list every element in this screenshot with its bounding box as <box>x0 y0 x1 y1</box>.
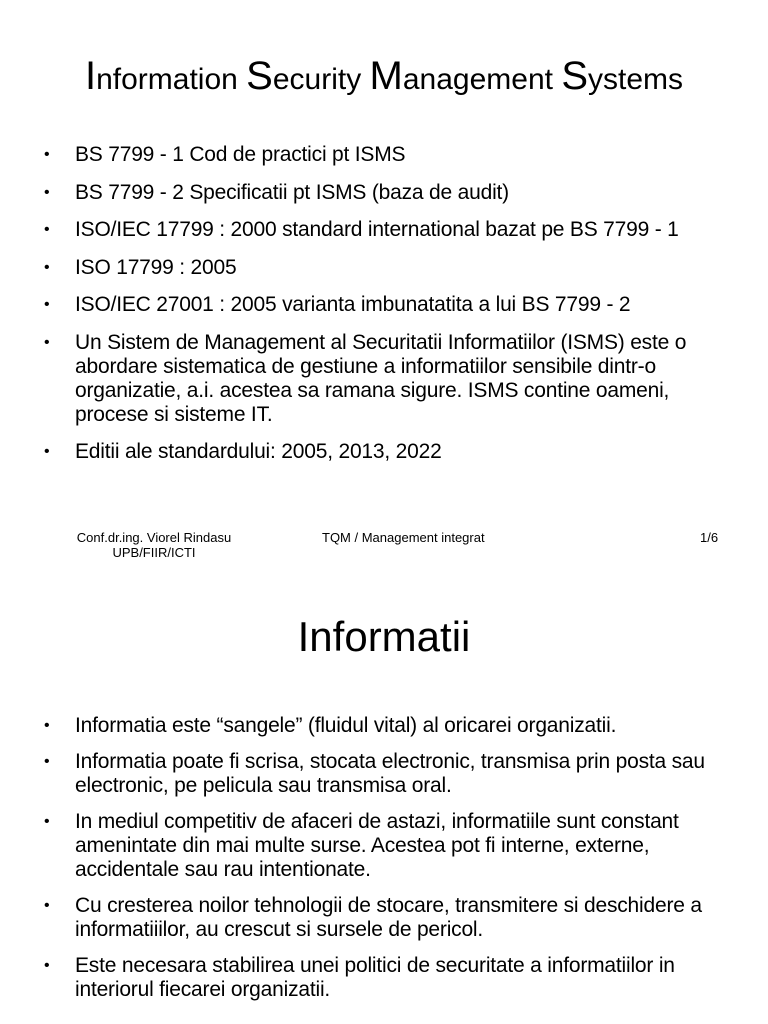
bullet-item <box>44 143 734 167</box>
title-word-rest: ecurity <box>272 63 370 96</box>
title-initial: I <box>84 54 97 98</box>
bullet-item <box>44 293 734 317</box>
bullet-item <box>44 714 734 738</box>
slide-1-title <box>0 52 768 100</box>
footer-page-number: 1/6 <box>700 530 719 545</box>
bullet-glyph: • <box>44 813 50 830</box>
bullet-text: ISO/IEC 27001 : 2005 varianta imbunatatita a lui BS 7799 - 2 <box>75 293 631 316</box>
bullet-text: ISO/IEC 17799 : 2000 standard international bazat pe BS 7799 - 1 <box>75 218 679 241</box>
bullet-glyph: • <box>44 146 50 163</box>
bullet-glyph: • <box>44 957 50 974</box>
title-initial: M <box>369 54 403 98</box>
bullet-glyph: • <box>44 183 50 201</box>
title-initial: S <box>561 54 589 98</box>
bullet-item <box>44 810 734 882</box>
title-word-rest: nformation <box>96 63 247 96</box>
slide-2 <box>0 590 768 1024</box>
bullet-text: Informatia poate fi scrisa, stocata electronic, transmisa prin posta sau electronic, pe pelicula sau transmisa oral. <box>75 750 705 797</box>
bullet-text: In mediul competitiv de afaceri de astazi, informatiile sunt constant amenintate din mai multe surse. Acestea pot fi interne, externe, accidentale sau rau intentionate. <box>75 810 679 881</box>
bullet-item <box>44 331 734 427</box>
bullet-text: Cu cresterea noilor tehnologii de stocare, transmitere si deschidere a informatiiilor, au crescut si sursele de pericol. <box>75 894 702 941</box>
bullet-item <box>44 218 734 242</box>
bullet-text: BS 7799 - 1 Cod de practici pt ISMS <box>75 143 406 166</box>
title-word-rest: ystems <box>588 63 684 96</box>
footer-affiliation: UPB/FIIR/ICTI <box>112 545 196 560</box>
title-initial: S <box>246 54 273 98</box>
bullet-item <box>44 181 734 205</box>
footer-author <box>54 530 254 560</box>
bullet-glyph: • <box>44 296 50 313</box>
bullet-glyph: • <box>44 443 50 460</box>
bullet-text: Un Sistem de Management al Securitatii Informatiilor (ISMS) este o abordare sistematica de gestiune a informatiilor sensibile dintr-o organizatie, a.i. acestea sa ramana sigure. ISMS contine oameni, procese si sisteme IT. <box>75 330 687 426</box>
slide-1-bullet-list <box>44 143 734 478</box>
bullet-text: ISO 17799 : 2005 <box>75 255 237 279</box>
bullet-text: Este necesara stabilirea unei politici de securitate a informatiilor in interiorul fiecarei organizatii. <box>75 954 675 1001</box>
bullet-item <box>44 440 734 464</box>
footer-author-name: Conf.dr.ing. Viorel Rindasu <box>76 530 232 545</box>
slide-2-title: Informatii <box>297 613 471 660</box>
bullet-text: BS 7799 - 2 Specificatii pt ISMS (baza de audit) <box>75 180 509 204</box>
bullet-glyph: • <box>44 333 50 351</box>
bullet-glyph: • <box>44 221 50 238</box>
bullet-glyph: • <box>44 258 50 276</box>
bullet-glyph: • <box>44 753 50 770</box>
bullet-item <box>44 894 734 942</box>
bullet-item <box>44 256 734 280</box>
bullet-item <box>44 750 734 798</box>
footer-course: TQM / Management integrat <box>322 530 485 545</box>
slide-2-bullet-list <box>44 714 734 1014</box>
bullet-glyph: • <box>44 717 50 734</box>
bullet-text: Informatia este “sangele” (fluidul vital) al oricarei organizatii. <box>75 714 617 737</box>
bullet-glyph: • <box>44 897 50 914</box>
bullet-text: Editii ale standardului: 2005, 2013, 2022 <box>75 440 442 463</box>
bullet-item <box>44 954 734 1002</box>
title-word-rest: anagement <box>402 63 562 96</box>
